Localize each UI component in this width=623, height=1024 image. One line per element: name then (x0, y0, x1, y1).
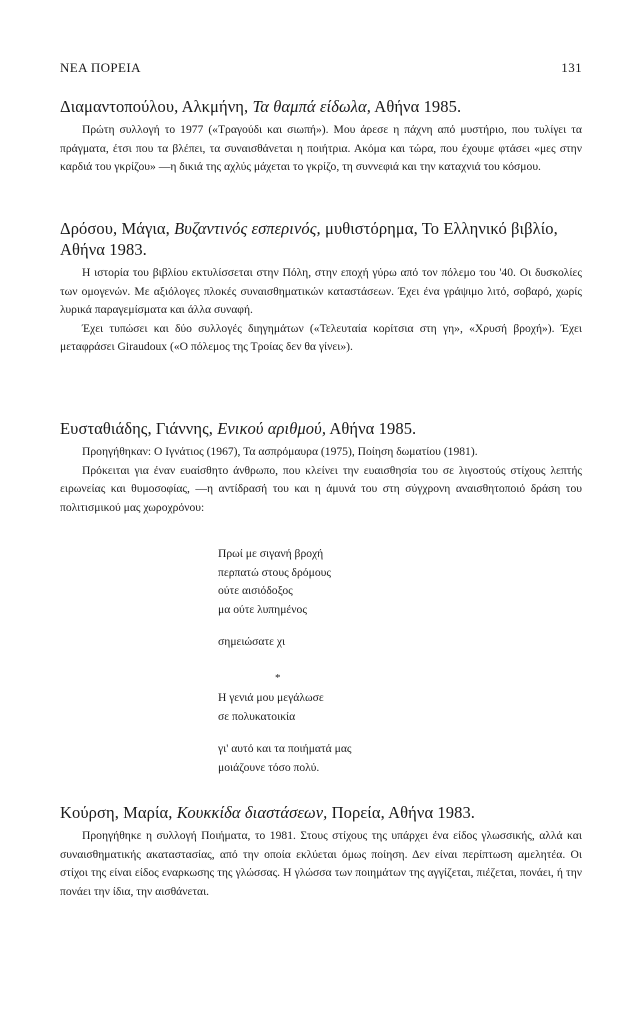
entry-author: Ευσταθιάδης, Γιάννης, (60, 419, 213, 438)
poem-line: ούτε αισιόδοξος (218, 584, 293, 597)
poem-line: περπατώ στους δρόμους (218, 565, 331, 579)
poem-line: μοιάζουνε τόσο πολύ. (218, 760, 320, 774)
review-entry (60, 802, 582, 901)
entry-heading (60, 418, 582, 439)
review-paragraph: Πρόκειται για έναν ευαίσθητο άνθρωπο, που κλείνει την ευαισθησία του σε λιγοστούς στίχους λεπτής ειρωνείας και θυμοσοφίας, —η αντίδρασή του και η άμυνά του στη σύγχρονη αναισθητοποιό δράση του πολιτισμικού μας χωροχρόνου: (60, 463, 582, 514)
entry-publication: Πορεία, Αθήνα 1983. (331, 803, 476, 822)
poem-line: γι' αυτό και τα ποιήματά μας (218, 742, 352, 755)
review-entry (60, 96, 582, 177)
entry-title: Βυζαντινός εσπερινός, (174, 219, 321, 238)
poem-separator: * (275, 672, 281, 684)
running-header (60, 60, 582, 76)
entry-heading (60, 96, 582, 117)
poem-line: σημειώσατε χι (218, 635, 286, 648)
poem-line: Η γενιά μου μεγάλωσε (218, 691, 324, 704)
review-paragraph: Η ιστορία του βιβλίου εκτυλίσσεται στην Πόλη, στην εποχή γύρω από τον πόλεμο του '40. Οι δυσκολίες των ομογενών. Με αξιόλογες πλοκές συναισθηματικών καταστάσεων. Έχει ένα γράψιμο λιτό, σοβαρό, χωρίς λυρικά παραγεμίσματα και άλλα συναφή. (60, 266, 582, 316)
entry-title: Τα θαμπά είδωλα, (252, 97, 371, 116)
poem-line: Πρωί με σιγανή βροχή (218, 547, 324, 560)
poem-stanza (218, 740, 352, 777)
review-paragraph: Προηγήθηκε η συλλογή Ποιήματα, το 1981. Στους στίχους της υπάρχει ένα είδος γλωσσικής, αλλά και συναισθηματικής ακαταστασίας, από την οποία εκλύεται όμως ποίηση. Δεν είναι περίπτωση αμελητέα. Οι στίχοι της είναι είδος εναρκωσης της γλώσσας. Η γλώσσα των ποιημάτων της αγγίζεται, πιέζεται, πονάει, ή την πονάει την ίδια, την αισθάνεται. (60, 829, 582, 898)
review-entry (60, 218, 582, 357)
review-paragraph: Έχει τυπώσει και δύο συλλογές διηγημάτων («Τελευταία κορίτσια στη γη», «Χρυσή βροχή»). Έχει μεταφράσει Giraudoux («Ο πόλεμος της Τροίας δεν θα γίνει»). (60, 321, 582, 353)
entry-author: Κούρση, Μαρία, (60, 803, 173, 822)
quoted-poem-continued (218, 689, 352, 791)
poem-stanza (218, 689, 352, 726)
entry-author: Δρόσου, Μάγια, (60, 219, 170, 238)
poem-line: σε πολυκατοικία (218, 709, 296, 723)
entry-heading (60, 802, 582, 823)
review-paragraph: Πρώτη συλλογή το 1977 («Τραγούδι και σιωπή»). Μου άρεσε η πάχνη από μυστήριο, που τυλίγει τα πράγματα, έτσι που τα βλέπει, τα συναισθάνεται η ποιήτρια. Ακόμα και τώρα, που έχουμε φτάσει «μες στην καρδιά του γκρίζου» —η δικιά της αχλύς μάχεται το γκρίζο, τη συννεφιά και την καταχνιά του κόσμου. (60, 123, 582, 173)
poem-stanza (218, 633, 331, 652)
entry-title: Ενικού αριθμού, (217, 419, 327, 438)
poem-stanza (218, 545, 331, 619)
poem-line: μα ούτε λυπημένος (218, 602, 307, 616)
entry-author: Διαμαντοπούλου, Αλκμήνη, (60, 97, 249, 116)
journal-title: ΝΕΑ ΠΟΡΕΙΑ (60, 60, 141, 75)
quoted-poem (218, 545, 331, 666)
entry-title: Κουκκίδα διαστάσεων, (176, 803, 328, 822)
entry-publication: μυθιστόρημα, Το Ελληνικό βιβλίο, Αθήνα 1983. (60, 219, 558, 259)
entry-publication: Αθήνα 1985. (329, 419, 417, 438)
entry-publication: Αθήνα 1985. (374, 97, 462, 116)
review-paragraph: Προηγήθηκαν: Ο Ιγνάτιος (1967), Τα ασπρόμαυρα (1975), Ποίηση δωματίου (1981). (82, 445, 478, 458)
page-number: 131 (561, 60, 582, 75)
review-entry (60, 418, 582, 517)
entry-heading (60, 218, 582, 260)
